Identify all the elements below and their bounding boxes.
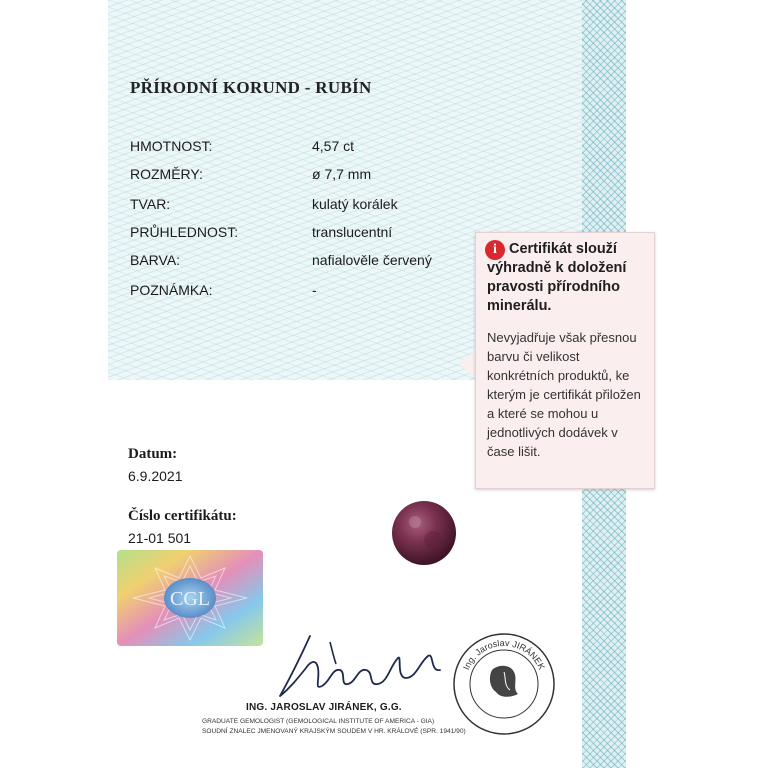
hologram-text: CGL [170,588,210,610]
field-label: BARVA: [130,252,181,268]
signatory-name: ING. JAROSLAV JIRÁNEK, G.G. [246,702,402,713]
certificate-number-value: 21-01 501 [128,530,192,546]
signature [270,628,460,703]
field-value: - [312,282,317,298]
date-label: Datum: [128,446,178,462]
date-value: 6.9.2021 [128,468,183,484]
certificate-number-label: Číslo certifikátu: [128,508,237,524]
field-value: translucentní [312,224,393,240]
callout-pointer [458,350,476,378]
info-icon: i [485,240,505,260]
field-label: PRŮHLEDNOST: [130,224,239,240]
field-label: POZNÁMKA: [130,282,213,298]
signatory-credential-1: GRADUATE GEMOLOGIST (GEMOLOGICAL INSTITUTE OF AMERICA - GIA) [202,718,435,725]
field-value: nafialověle červený [312,252,432,268]
ruby-bead-image [391,500,457,566]
field-value: kulatý korálek [312,196,398,212]
stamp-text: Ing. Jaroslav JIRÁNEK [461,637,547,672]
certificate-title: PŘÍRODNÍ KORUND - RUBÍN [130,78,372,97]
signatory-credential-2: SOUDNÍ ZNALEC JMENOVANÝ KRAJSKÝM SOUDEM V HR. KRÁLOVÉ (SPR. 1941/90) [202,728,466,735]
hologram-seal [117,550,263,646]
callout-title: Certifikát slouží výhradně k doložení pravosti přírodního minerálu. [487,241,627,314]
field-value: 4,57 ct [312,138,355,154]
field-label: TVAR: [130,196,171,212]
field-label: ROZMĚRY: [130,166,203,182]
field-value: ø 7,7 mm [312,166,372,182]
official-stamp [452,632,556,736]
field-label: HMOTNOST: [130,138,213,154]
callout-body: Nevyjadřuje však přesnou barvu či velikost konkrétních produktů, ke kterým je certifikát přiložen a které se mohou u jednotlivých dodávek v čase lišit. [487,330,641,459]
